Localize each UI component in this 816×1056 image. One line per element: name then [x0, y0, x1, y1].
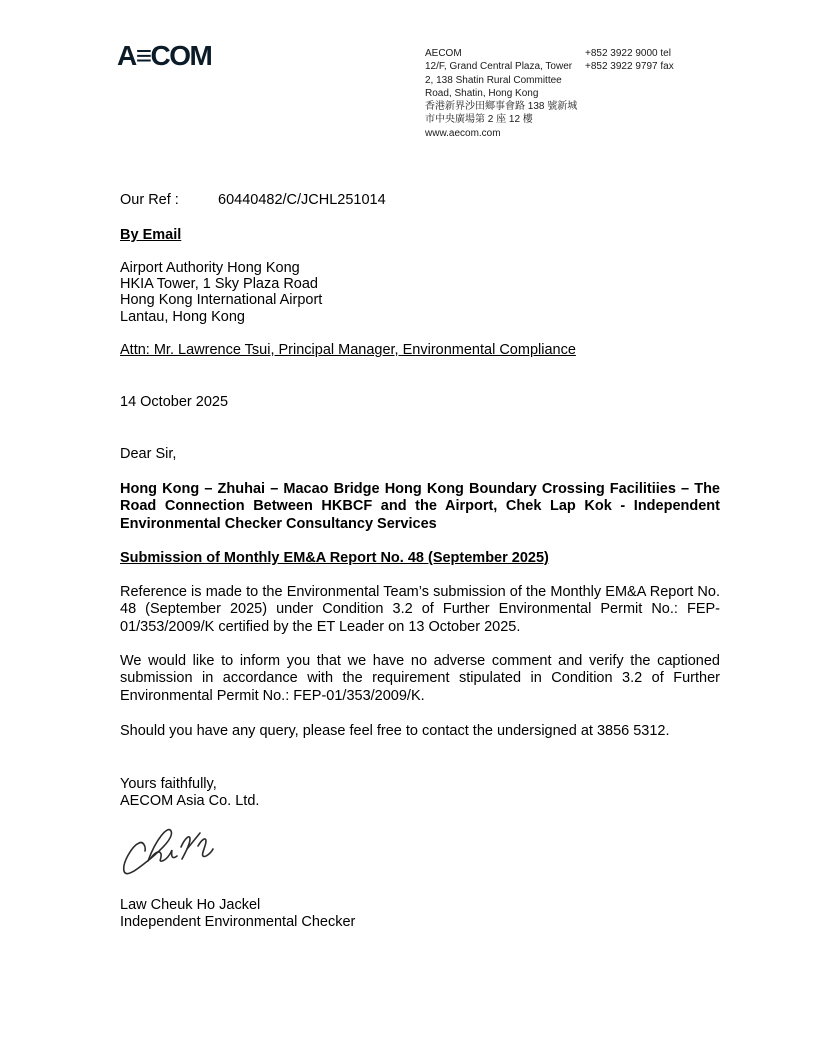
closing-block	[120, 776, 259, 811]
recipient-line: Airport Authority Hong Kong	[120, 260, 300, 276]
recipient-line: Hong Kong International Airport	[120, 292, 323, 309]
recipient-line: HKIA Tower, 1 Sky Plaza Road	[120, 276, 319, 293]
signer-name: Law Cheuk Ho Jackel	[120, 897, 261, 913]
letterhead-address-line: 2, 138 Shatin Rural Committee	[425, 74, 562, 86]
valediction: Yours faithfully,	[120, 776, 217, 792]
letterhead-address-line-cjk: 香港新界沙田鄉事會路 138 號新城	[425, 101, 578, 113]
letterhead-website: www.aecom.com	[425, 127, 501, 139]
reference-label: Our Ref :	[120, 192, 179, 208]
letterhead-address-line: 12/F, Grand Central Plaza, Tower	[425, 61, 573, 73]
signer-block	[120, 897, 355, 932]
body-paragraph: We would like to inform you that we have no adverse comment and verify the captioned submission in accordance with the requirement stipulated in Condition 3.2 of Further Environmental Permit No.: FEP-01/353/2009/K.	[120, 653, 720, 704]
letterhead-address-line-cjk: 市中央廣場第 2 座 12 樓	[425, 114, 533, 126]
recipient-address	[120, 260, 322, 325]
recipient-line: Lantau, Hong Kong	[120, 308, 245, 325]
body-paragraph: Should you have any query, please feel free to contact the undersigned at 3856 5312.	[120, 723, 670, 739]
signature-svg	[118, 820, 236, 884]
body-paragraph: Reference is made to the Environmental Team’s submission of the Monthly EM&A Report No. 48 (September 2025) under Condition 3.2 of Further Environmental Permit No.: FEP-01/353/2009/K certified by the ET Leader on 13 October 2025.	[120, 584, 720, 635]
letterhead-tel: +852 3922 9000 tel	[585, 48, 671, 59]
reference-number: 60440482/C/JCHL251014	[218, 192, 386, 208]
aecom-logo	[117, 42, 211, 70]
closing-company: AECOM Asia Co. Ltd.	[120, 793, 260, 810]
letter-date: 14 October 2025	[120, 394, 229, 410]
subject-subtitle: Submission of Monthly EM&A Report No. 48 (September 2025)	[120, 550, 549, 566]
letterhead-address	[425, 47, 577, 140]
subject-title: Hong Kong – Zhuhai – Macao Bridge Hong Kong Boundary Crossing Facilitiies – The Road Connection Between HKBCF and the Airport, Chek Lap Kok - Independent Environmental Checker Consultancy Services	[120, 481, 720, 532]
delivery-method: By Email	[120, 227, 182, 243]
signer-title: Independent Environmental Checker	[120, 914, 356, 931]
aecom-logo-text: A≡COM	[117, 40, 212, 71]
letterhead-phones	[585, 47, 674, 74]
attention-line: Attn: Mr. Lawrence Tsui, Principal Manager, Environmental Compliance	[120, 342, 576, 358]
letterhead-address-line: AECOM	[425, 48, 462, 59]
signature-image	[118, 820, 236, 889]
letterhead-fax: +852 3922 9797 fax	[585, 61, 674, 73]
salutation: Dear Sir,	[120, 446, 177, 462]
reference-line	[120, 192, 386, 209]
letterhead-address-line: Road, Shatin, Hong Kong	[425, 87, 539, 99]
